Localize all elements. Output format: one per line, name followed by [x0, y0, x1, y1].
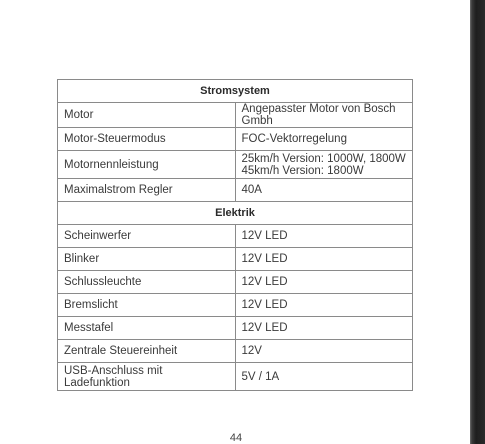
- row-value: [235, 151, 413, 179]
- table-row: [58, 340, 413, 363]
- row-label: Motor: [58, 103, 236, 128]
- row-value-line: 45km/h Version: 1800W: [241, 164, 364, 177]
- row-value: FOC-Vektorregelung: [235, 128, 413, 151]
- row-label: Maximalstrom Regler: [58, 179, 236, 202]
- row-label-line: USB-Anschluss mit: [64, 364, 163, 377]
- row-label: [58, 363, 236, 391]
- table-row: [58, 363, 413, 391]
- row-value: 12V LED: [235, 317, 413, 340]
- row-value: 12V LED: [235, 248, 413, 271]
- table-row: [58, 271, 413, 294]
- row-label: Motor-Steuermodus: [58, 128, 236, 151]
- table-row: [58, 151, 413, 179]
- section-title: Elektrik: [58, 202, 413, 225]
- row-label: Schlussleuchte: [58, 271, 236, 294]
- section-header-row: [58, 202, 413, 225]
- row-label: Zentrale Steuereinheit: [58, 340, 236, 363]
- section-title: Stromsystem: [58, 80, 413, 103]
- table-row: [58, 317, 413, 340]
- row-label-line: Ladefunktion: [64, 376, 130, 389]
- row-label: Blinker: [58, 248, 236, 271]
- page-number: 44: [229, 432, 243, 444]
- row-label: Bremslicht: [58, 294, 236, 317]
- table-row: [58, 294, 413, 317]
- page-edge-shadow: [470, 0, 485, 444]
- row-value: 5V / 1A: [235, 363, 413, 391]
- table-row: [58, 103, 413, 128]
- row-label: Motornennleistung: [58, 151, 236, 179]
- table-row: [58, 179, 413, 202]
- row-value: 12V LED: [235, 271, 413, 294]
- row-label: Messtafel: [58, 317, 236, 340]
- row-label: Scheinwerfer: [58, 225, 236, 248]
- row-value: 12V LED: [235, 225, 413, 248]
- spec-table: [57, 79, 413, 391]
- table-row: [58, 128, 413, 151]
- row-value: 12V: [235, 340, 413, 363]
- section-header-row: [58, 80, 413, 103]
- row-value: 40A: [235, 179, 413, 202]
- table-row: [58, 248, 413, 271]
- table-row: [58, 225, 413, 248]
- row-value-line: 25km/h Version: 1000W, 1800W: [241, 152, 406, 165]
- row-value: Angepasster Motor von Bosch Gmbh: [235, 103, 413, 128]
- row-value: 12V LED: [235, 294, 413, 317]
